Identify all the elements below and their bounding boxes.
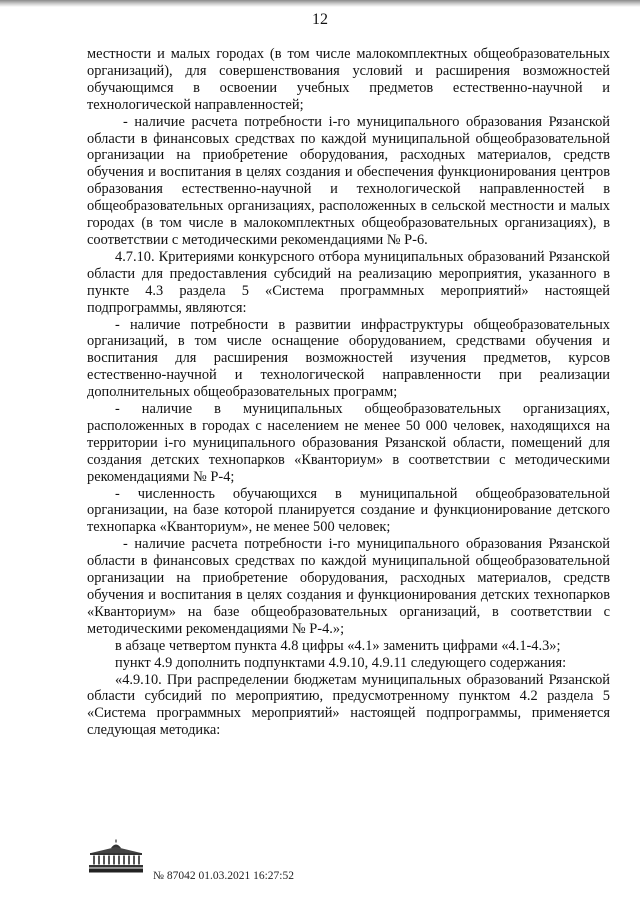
paragraph: «4.9.10. При распределении бюджетам муниципальных образований Рязанской области субсидий по мероприятию, предусмотренному пунктом 4.2 раздела 5 «Система программных мероприятий» настоящей подпрограммы, применяется следующая методика: bbox=[87, 671, 610, 739]
paragraph: - наличие потребности в развитии инфраструктуры общеобразовательных организаций, в том числе оснащение оборудованием, средствами обучения и воспитания для расширения возможностей изучения предметов, курсов естественно-научной и технологической направленности при реализации дополнительных общеобразовательных программ; bbox=[87, 316, 610, 401]
paragraph: - наличие расчета потребности i-го муниципального образования Рязанской области в финансовых средствах по каждой муниципальной общеобразовательной организации на приобретение оборудования, расходных материалов, средств обучения и воспитания в целях создания и функционирования детских технопарков «Кванториум» на базе общеобразовательных организаций, в соответствии с методическими рекомендациями № Р-4.»; bbox=[87, 536, 610, 637]
document-registration-stamp: № 87042 01.03.2021 16:27:52 bbox=[153, 870, 294, 882]
paragraph: - наличие в муниципальных общеобразовательных организациях, расположенных в городах с населением не менее 50 000 человек, находящихся на территории i-го муниципального образования Рязанской области, помещений для создания детских технопарков «Кванториум» в соответствии с методическими рекомендациями № Р-4; bbox=[87, 401, 610, 485]
paragraph: пункт 4.9 дополнить подпунктами 4.9.10, 4.9.11 следующего содержания: bbox=[115, 654, 567, 671]
paragraph: в абзаце четвертом пункта 4.8 цифры «4.1» заменить цифрами «4.1-4.3»; bbox=[115, 637, 561, 654]
paragraph: 4.7.10. Критериями конкурсного отбора муниципальных образований Рязанской области для предоставления субсидий на реализацию мероприятия, указанного в пункте 4.3 раздела 5 «Система программных мероприятий» настоящей подпрограммы, являются: bbox=[87, 248, 610, 316]
building-emblem-icon bbox=[87, 839, 145, 873]
document-body bbox=[87, 46, 610, 739]
paragraph: - численность обучающихся в муниципальной общеобразовательной организации, на базе которой планируется создание и функционирование детского технопарка «Кванториум», не менее 500 человек; bbox=[87, 485, 610, 536]
paragraph: местности и малых городах (в том числе малокомплектных общеобразовательных организаций), для совершенствования условий и расширения возможностей обучающимся в освоении учебных предметов естественно-научной и технологической направленностей; bbox=[87, 46, 610, 113]
page-number: 12 bbox=[312, 11, 328, 28]
paragraph: - наличие расчета потребности i-го муниципального образования Рязанской области в финансовых средствах по каждой муниципальной общеобразовательной организации на приобретение оборудования, расходных материалов, средств обучения и воспитания в целях создания и обеспечения функционирования центров образования естественно-научной и технологической направленностей в общеобразовательных организациях, расположенных в сельской местности и малых городах (в том числе в малокомплектных общеобразовательных организациях), в соответствии с методическими рекомендациями № Р-6. bbox=[87, 113, 610, 248]
scan-top-edge bbox=[0, 0, 640, 7]
